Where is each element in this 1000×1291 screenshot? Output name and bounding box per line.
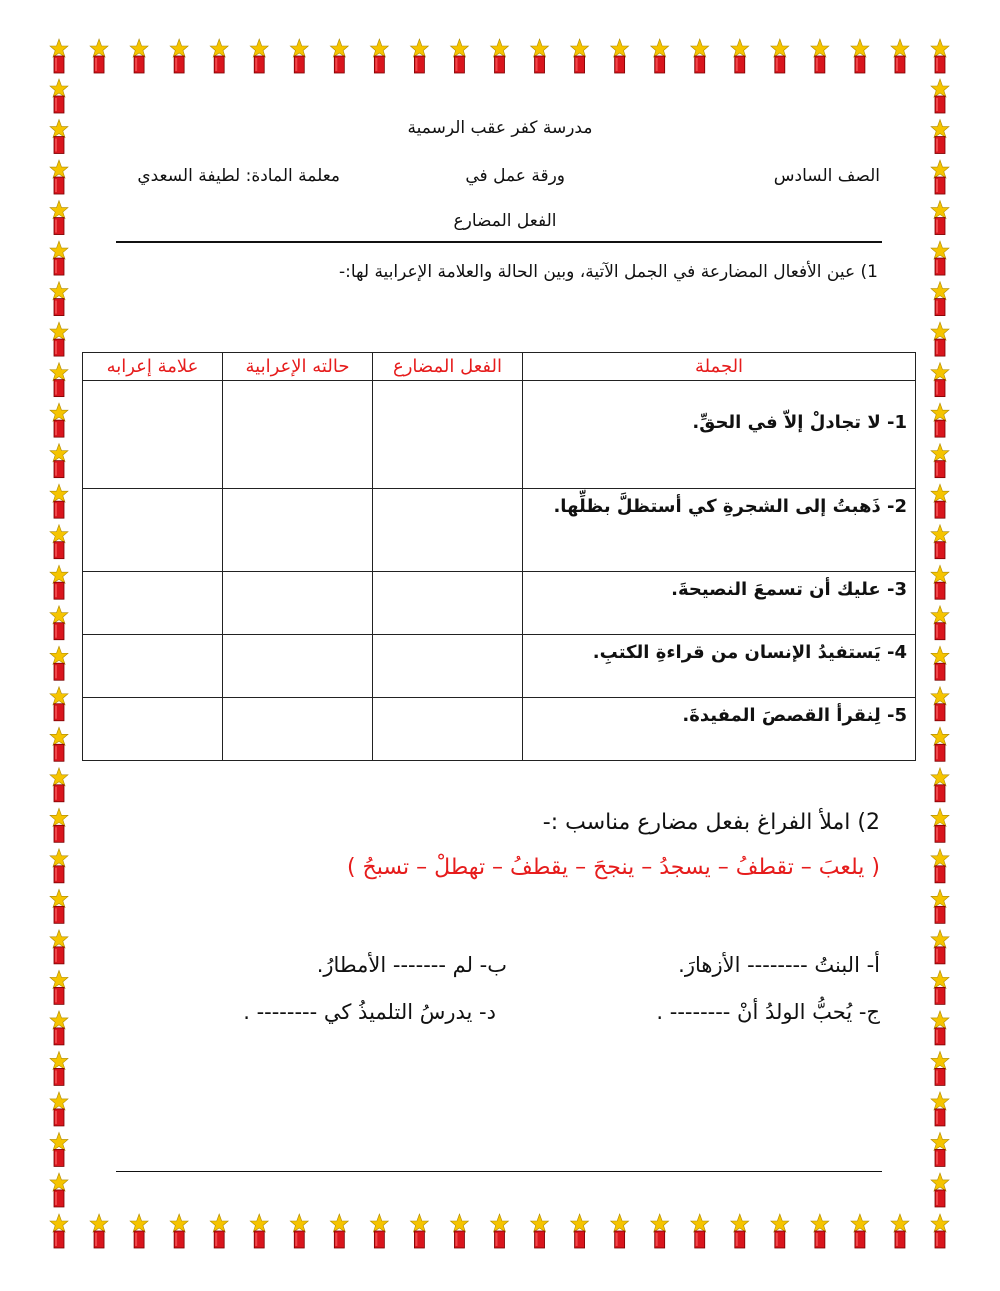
- table-header-row: [83, 353, 916, 381]
- case-answer-cell[interactable]: [223, 489, 373, 572]
- header-verb: الفعل المضارع: [373, 353, 523, 381]
- exercise-b: ب- لم ------- الأمطارُ.: [316, 953, 507, 977]
- teacher-label: معلمة المادة: لطيفة السعدي: [137, 166, 340, 186]
- exercise-d: د- يدرسُ التلميذُ كي -------- .: [243, 1000, 496, 1024]
- case-answer-cell[interactable]: [223, 698, 373, 761]
- mark-answer-cell[interactable]: [83, 489, 223, 572]
- case-answer-cell[interactable]: [223, 381, 373, 489]
- answer-table: [82, 352, 916, 761]
- question1-title: 1) عين الأفعال المضارعة في الجمل الآتية، وبين الحالة والعلامة الإعرابية لها:-: [338, 262, 878, 282]
- verb-answer-cell[interactable]: [373, 572, 523, 635]
- sentence-cell: 5- لِنقرأ القصصَ المفيدةَ.: [523, 698, 916, 761]
- sentence-cell: 3- عليك أن تسمعَ النصيحةَ.: [523, 572, 916, 635]
- sentence-cell: 2- ذَهبتُ إلى الشجرةِ كي أستظلَّ بظلِّها.: [523, 489, 916, 572]
- header-case: حالته الإعرابية: [223, 353, 373, 381]
- sentence-cell: 1- لا تجادلْ إلاّ في الحقِّ.: [523, 381, 916, 489]
- verb-answer-cell[interactable]: [373, 381, 523, 489]
- verb-answer-cell[interactable]: [373, 698, 523, 761]
- question2-title: 2) املأ الفراغ بفعل مضارع مناسب :-: [542, 810, 880, 835]
- mark-answer-cell[interactable]: [83, 572, 223, 635]
- table-row: [83, 489, 916, 572]
- topic-title: الفعل المضارع: [453, 211, 557, 231]
- case-answer-cell[interactable]: [223, 572, 373, 635]
- table-row: [83, 635, 916, 698]
- worksheet-label: ورقة عمل في: [465, 166, 565, 186]
- mark-answer-cell[interactable]: [83, 698, 223, 761]
- table-row: [83, 381, 916, 489]
- header-divider: [116, 241, 882, 243]
- sentence-cell: 4- يَستفيدُ الإنسان من قراءةِ الكتبِ.: [523, 635, 916, 698]
- verb-answer-cell[interactable]: [373, 489, 523, 572]
- table-row: [83, 698, 916, 761]
- mark-answer-cell[interactable]: [83, 381, 223, 489]
- mark-answer-cell[interactable]: [83, 635, 223, 698]
- school-name: مدرسة كفر عقب الرسمية: [407, 118, 593, 138]
- exercise-c: ج- يُحبُّ الولدُ أنْ -------- .: [656, 1000, 880, 1024]
- case-answer-cell[interactable]: [223, 635, 373, 698]
- verb-answer-cell[interactable]: [373, 635, 523, 698]
- exercise-a: أ- البنتُ -------- الأزهارَ.: [678, 953, 880, 977]
- table-row: [83, 572, 916, 635]
- header-sentence: الجملة: [523, 353, 916, 381]
- footer-divider: [116, 1171, 882, 1172]
- word-bank: ( يلعبَ – تقطفُ – يسجدُ – ينجحَ – يقطفُ – تهطلْ – تسبحُ ): [346, 855, 880, 880]
- header-mark: علامة إعرابه: [83, 353, 223, 381]
- grade-label: الصف السادس: [773, 166, 880, 186]
